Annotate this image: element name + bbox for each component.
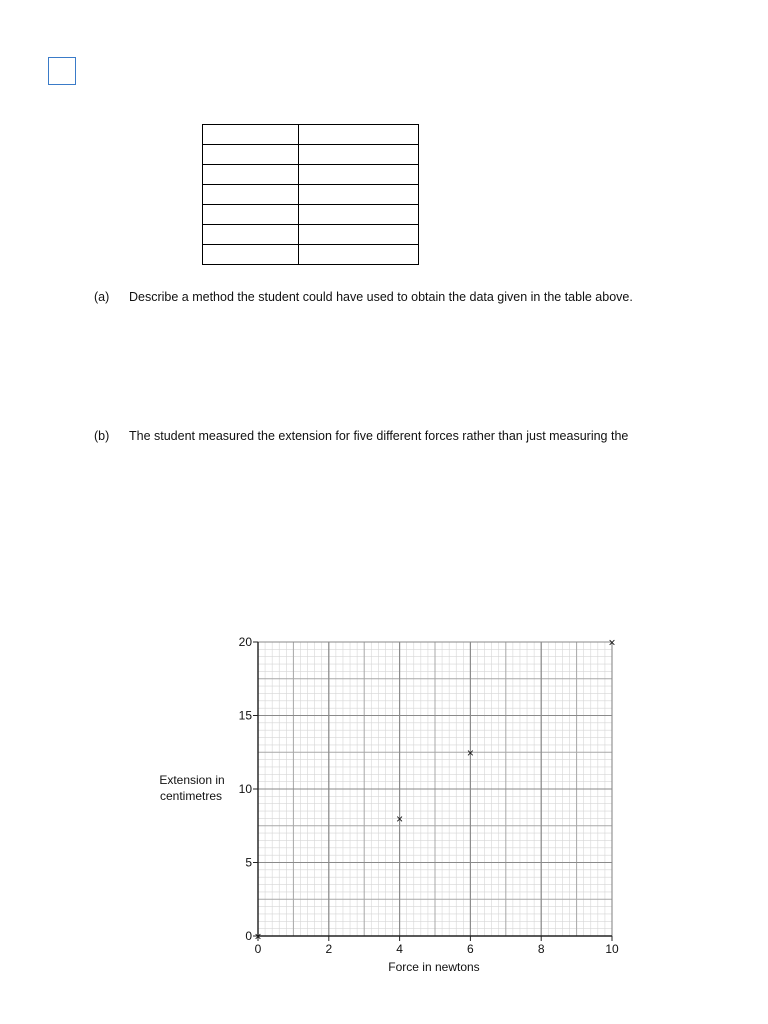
- x-tick-label: 10: [605, 942, 619, 956]
- y-tick-label: 20: [238, 635, 252, 649]
- y-tick-label: 10: [238, 782, 252, 796]
- y-axis-label-line-2: centimetres: [159, 789, 223, 803]
- question-b-label: (b): [94, 429, 110, 443]
- x-tick-label: 8: [537, 942, 545, 956]
- question-b-text: The student measured the extension for five different forces rather than just measuring the: [129, 429, 629, 443]
- axis-labels: [159, 773, 479, 974]
- y-tick-label: 15: [238, 708, 252, 723]
- data-point-cross: ×: [254, 929, 262, 944]
- x-tick-label: 2: [325, 942, 333, 956]
- y-axis-label-line-1: Extension in: [159, 773, 225, 787]
- x-axis-label: Force in newtons: [388, 960, 480, 974]
- y-tick-label: 5: [245, 855, 252, 870]
- data-point-cross: ×: [396, 811, 404, 826]
- tick-labels: [239, 635, 619, 956]
- y-tick-label: 0: [245, 929, 252, 943]
- x-tick-label: 0: [254, 942, 262, 956]
- question-a-label: (a): [94, 290, 110, 304]
- data-point-cross: ×: [466, 745, 474, 760]
- question-a-text: Describe a method the student could have used to obtain the data given in the table above.: [129, 290, 633, 304]
- data-point-cross: ×: [608, 635, 616, 650]
- x-tick-label: 6: [467, 942, 474, 956]
- x-tick-label: 4: [396, 942, 403, 956]
